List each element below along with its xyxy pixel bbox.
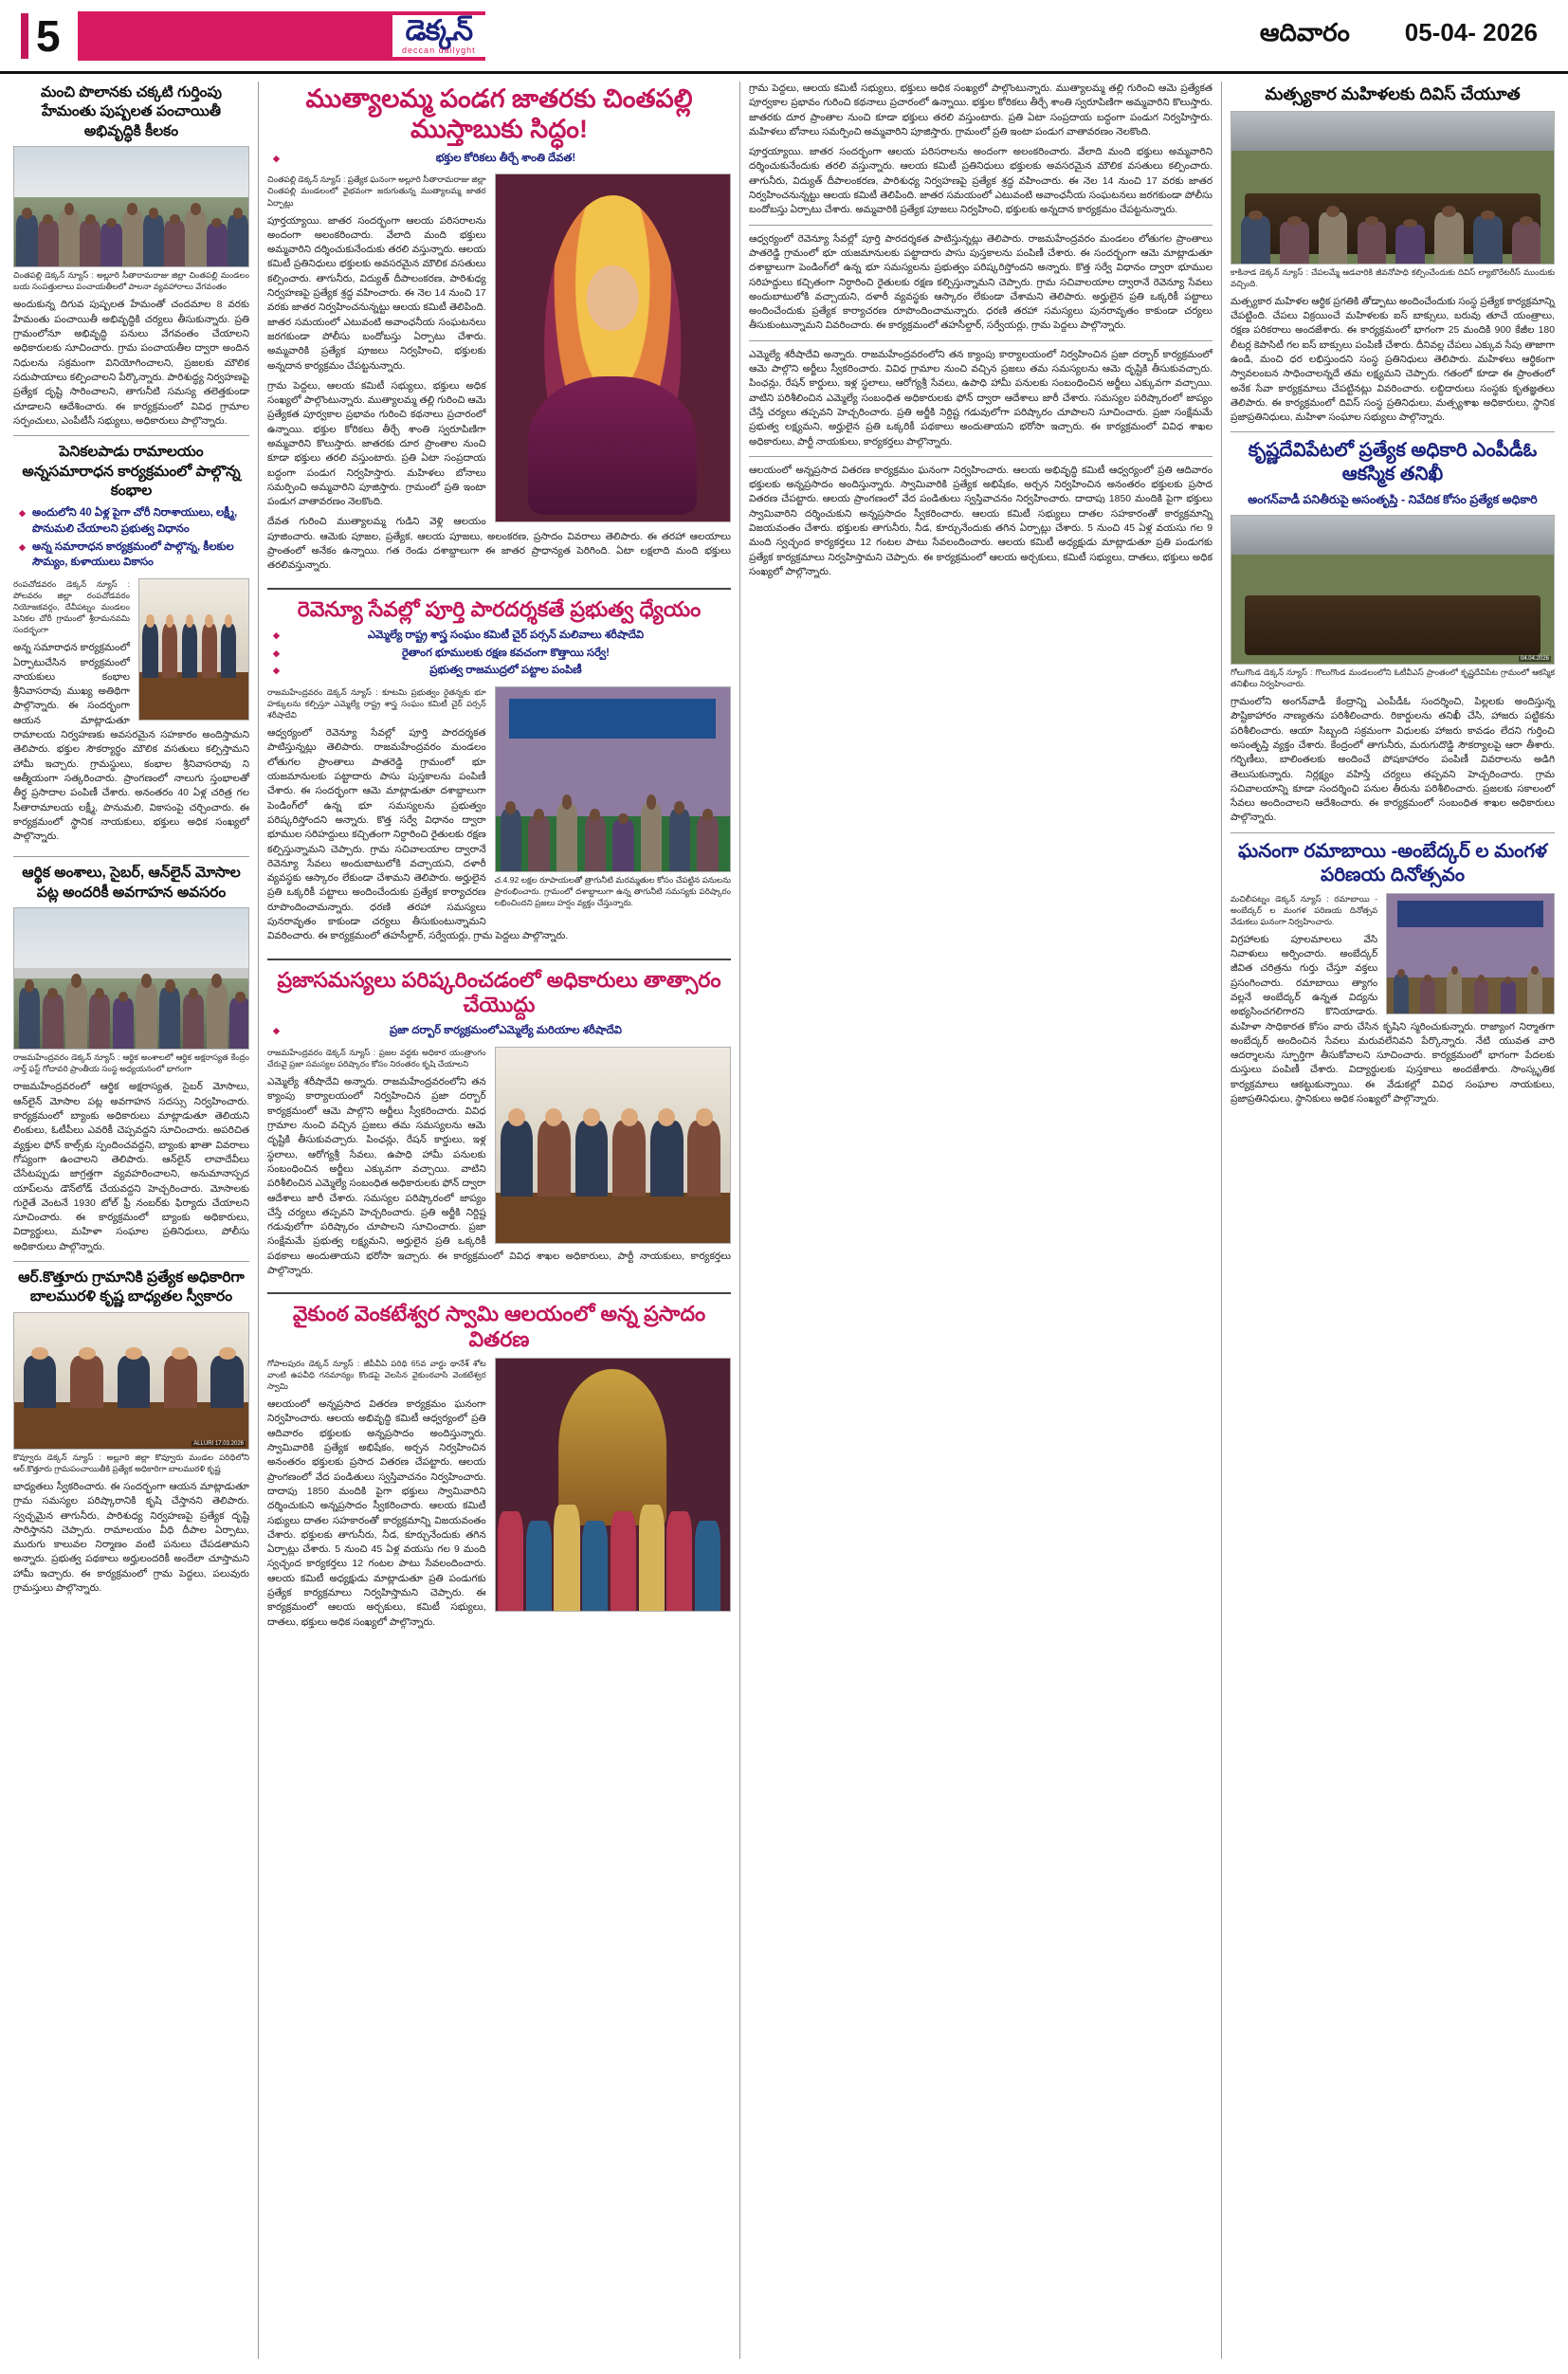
article-bullets [267,628,731,679]
article-photo [13,1312,249,1450]
article-body-continued-5: ఆలయంలో అన్నప్రసాద వితరణ కార్యక్రమం ఘనంగా నిర్వహించారు. ఆలయ అభివృద్ధి కమిటీ ఆధ్వర్యంలో ప్రతి ఆదివారం భక్తులకు అన్నప్రసాదం అందిస్తున్నారు. స్వామివారికి ప్రత్యేక అభిషేకం, అర్చన నిర్వహించిన అనంతరం భక్తులకు ప్రసాద వితరణ చేపట్టారు. ఆలయ ప్రాంగణంలో వేద పండితులు స్వస్తివాచనం నిర్వహించారు. దాదాపు 1850 మందికి పైగా భక్తులు స్వామివారిని దర్శించుకుని అన్నప్రసాదం స్వీకరించారు. ఆలయ కమిటీ సభ్యులు దాతల సహకారంతో కార్యక్రమాన్ని విజయవంతం చేశారు. భక్తులకు తాగునీరు, నీడ, కూర్చునేందుకు తగిన ఏర్పాట్లు చేశారు. 5 నుంచి 45 ఏళ్ల వయసు గల 9 మంది స్వచ్ఛంద కార్యకర్తలు 12 గంటల పాటు సేవలందించారు. ఆలయ కమిటీ అధ్యక్షుడు మాట్లాడుతూ ప్రతి పండుగకు ప్రత్యేక కార్యక్రమాలు నిర్వహిస్తామని చెప్పారు. ఈ కార్యక్రమంలో ఆలయ అర్చకులు, కమిటీ సభ్యులు, దాతలు, భక్తులు అధిక సంఖ్యలో పాల్గొన్నారు. [749,465,1212,577]
page-content [0,74,1568,2368]
photo-caption: రంపచోడవరం డెక్కన్ న్యూస్ : పోలవరం జిల్లా రంపచోడవరం నియోజకవర్గం, దేవీపట్నం మండలం పెనికల చోరీ గ్రామంలో శ్రీరామనవమి సందర్భంగా [13,579,130,635]
photo-crowd [14,192,248,266]
article-headline: మంచి పొలానకు చక్కటి గుర్తింపు హేమంతు పుష్పలత పంచాయితీ అభివృద్ధికి కీలకం [41,84,222,139]
page-number-bar [21,13,28,59]
photo-caption: కాకినాడ డెక్కన్ న్యూస్ : చేపలమ్మే ఆడవారికి జీవనోపాధి కల్పించేందుకు దివిస్ ల్యాబొరేటరీస్ ముందుకు వచ్చింది. [1231,266,1555,288]
article-body: గ్రామంలోని అంగన్‌వాడీ కేంద్రాన్ని ఎంపీడీఓ సందర్శించి, పిల్లలకు అందిస్తున్న పౌష్టికాహారం నాణ్యతను పరిశీలించారు. రికార్డులను తనిఖీ చేసి, హాజరు పట్టికను పరిశీలించారు. ఆయా సిబ్బంది సక్రమంగా విధులకు హాజరు కావడం లేదని గుర్తించి అసంతృప్తి వ్యక్తం చేశారు. కేంద్రంలో తాగునీరు, మరుగుదొడ్డి సౌకర్యాలపై ఆరా తీశారు. గర్భిణీలు, బాలింతలకు అందించే పోషకాహారం పంపిణీ వివరాలను అడిగి తెలుసుకున్నారు. నిర్లక్ష్యం వహిస్తే చర్యలు తప్పవని హెచ్చరించారు. గ్రామ సచివాలయాన్ని కూడా సందర్శించి పనుల తీరును పరిశీలించారు. ప్రజలకు సకాలంలో సేవలు అందించాలని ఆదేశించారు. ఈ కార్యక్రమంలో సంబంధిత శాఖల అధికారులు పాల్గొన్నారు. [1231,697,1555,824]
article-photo [138,578,249,721]
article-muthyalamma-jathara [267,83,731,579]
article-headline: రెవెన్యూ సేవల్లో పూర్తి పారదర్శకతే ప్రభుత్వ ధ్యేయం [297,596,702,621]
article-mpdo-inspection [1231,439,1555,825]
article-panchayat-development [13,83,249,429]
article-venkateswara-annaprasadam [267,1302,731,1635]
bullet-item: ◆ రైతాంగ భూములకు రక్షణ కవచంగా కొత్తాయి సర్వే! [273,646,725,662]
masthead [0,0,1568,74]
article-body: ఆలయంలో అన్నప్రసాద వితరణ కార్యక్రమం ఘనంగా నిర్వహించారు. ఆలయ అభివృద్ధి కమిటీ ఆధ్వర్యంలో ప్రతి ఆదివారం భక్తులకు అన్నప్రసాదం అందిస్తున్నారు. స్వామివారికి ప్రత్యేక అభిషేకం, అర్చన నిర్వహించిన అనంతరం భక్తులకు ప్రసాద వితరణ చేపట్టారు. ఆలయ ప్రాంగణంలో వేద పండితులు స్వస్తివాచనం నిర్వహించారు. దాదాపు 1850 మందికి పైగా భక్తులు స్వామివారిని దర్శించుకుని అన్నప్రసాదం స్వీకరించారు. ఆలయ కమిటీ సభ్యులు దాతల సహకారంతో కార్యక్రమాన్ని విజయవంతం చేశారు. భక్తులకు తాగునీరు, నీడ, కూర్చునేందుకు తగిన ఏర్పాట్లు చేశారు. 5 నుంచి 45 ఏళ్ల వయసు గల 9 మంది స్వచ్ఛంద కార్యకర్తలు 12 గంటల పాటు సేవలందించారు. ఆలయ కమిటీ అధ్యక్షుడు మాట్లాడుతూ ప్రతి పండుగకు ప్రత్యేక కార్యక్రమాలు నిర్వహిస్తామని చెప్పారు. ఈ కార్యక్రమంలో ఆలయ అర్చకులు, కమిటీ సభ్యులు, దాతలు, భక్తులు అధిక సంఖ్యలో పాల్గొన్నారు. [267,1399,486,1628]
masthead-date-group [1260,18,1547,53]
photo-timestamp: 04.04.2026 [1520,655,1549,662]
article-body: అన్న సమారాధన కార్యక్రమంలో ఏర్పాటుచేసిన కార్యక్రమంలో నాయకులు కంభాల శ్రీనివాసరావు ముఖ్య అతిథిగా పాల్గొన్నారు. ఈ సందర్భంగా ఆయన మాట్లాడుతూ రామాలయ నిర్వహణకు అవసరమైన సహకారం అందిస్తామని తెలిపారు. భక్తుల సౌకర్యార్థం మౌలిక వసతులు కల్పిస్తామని హామీ ఇచ్చారు. గ్రామస్థులు, కంభాల శ్రీనివాసరావు ని ఆత్మీయంగా సత్కరించారు. ప్రాంగణంలో నాలుగు స్తంభాలతో తీర్థ ప్రసాదాల పంపిణీ చేశారు. అనంతరం 40 ఏళ్ల చరిత్ర గల సీతారామాలయ లక్ష్మీ, పొనుమలి, వికాసంపై చర్చించారు. ఈ కార్యక్రమంలో స్థానిక నాయకులు, భక్తులు అధిక సంఖ్యలో పాల్గొన్నారు. [13,643,249,843]
article-photo-wrap [495,1358,731,1612]
article-photo [1231,111,1555,265]
column-2 [258,82,739,2359]
article-photo [1231,515,1555,665]
page-number: 5 [36,10,61,61]
article-special-officer-kothuru [13,1269,249,1596]
article-photo [1386,893,1555,1014]
article-subhead: అంగన్‌వాడీ పనితీరుపై అసంతృప్తి - నివేదిక కోసం ప్రత్యేక అధికారి [1248,493,1538,507]
article-headline: మత్స్యకార మహిళలకు దివిస్ చేయూత [1265,84,1521,103]
article-revenue-transparency [267,597,731,950]
logo-title: డెక్కన్ [405,14,473,46]
bullet-item: ◆ అందులోని 40 ఏళ్ల పైగా చోరీ నిరాశాయులు, లక్ష్మీ, పొనుమలి చేయాలని ప్రభుత్వ విధానం [19,505,244,537]
article-headline: ఘనంగా రమాబాయి -అంబేద్కర్ ల మంగళ పరిణయ దినోత్సవం [1238,840,1547,886]
column-1 [13,82,258,2359]
photo-caption: గోలుగొండ డెక్కన్ న్యూస్ : గొలుగొండ మండలంలోని ఓటీవీఎస్ ప్రాంతంలో కృష్ణదేవిపేట గ్రామంలో ఆకస్మిక తనిఖీలు నిర్వహించారు. [1231,667,1555,689]
article-body: ఆధ్వర్యంలో రెవెన్యూ సేవల్లో పూర్తి పారదర్శకత పాటిస్తున్నట్లు తెలిపారు. రాజమహేంద్రవరం మండలం లోతుగల ప్రాంతాలు పాతరెడ్డి గ్రామంలో భూ యజమానులకు పట్టాదారు పాసు పుస్తకాలను పంపిణీ చేశారు. ఈ సందర్భంగా ఆమె మాట్లాడుతూ దశాబ్దాలుగా పెండింగ్‌లో ఉన్న భూ సమస్యలను ప్రభుత్వం పరిష్కరిస్తోందని అన్నారు. కొత్త సర్వే విధానం ద్వారా భూముల సరిహద్దులు కచ్చితంగా నిర్ధారించి రైతులకు రక్షణ కల్పిస్తున్నామని చెప్పారు. గ్రామ సచివాలయాల ద్వారానే రెవెన్యూ సేవలు అందుబాటులోకి వచ్చాయని, దళారీ వ్యవస్థకు ఆస్కారం లేకుండా చేశామని తెలిపారు. అర్హులైన ప్రతి ఒక్కరికీ పట్టాలు అందించేందుకు ప్రత్యేక కార్యాచరణ రూపొందించామన్నారు. ధరణి తరహా సమస్యలు పునరావృతం కాకుండా చర్యలు తీసుకుంటున్నామని వివరించారు. ఈ కార్యక్రమంలో తహసీల్దార్, సర్వేయర్లు, గ్రామ పెద్దలు పాల్గొన్నారు. [267,728,569,942]
article-photo [13,146,249,267]
article-body-continued-2: పూర్తయ్యాయి. జాతర సందర్భంగా ఆలయ పరిసరాలను అందంగా అలంకరించారు. వేలాది మంది భక్తులు అమ్మవారిని దర్శించుకునేందుకు తరలి వస్తున్నారు. ఆలయ కమిటీ ప్రతినిధులు భక్తులకు అవసరమైన మౌలిక వసతులు కల్పించారు. తాగునీరు, విద్యుత్ దీపాలంకరణ, పారిశుధ్య నిర్వహణపై ప్రత్యేక శ్రద్ధ వహించారు. ఈ నెల 14 నుంచి 17 వరకు జాతర నిర్వహించనున్నట్టు ఆలయ కమిటీ తెలిపింది. జాతర సమయంలో ఎటువంటి అవాంఛనీయ సంఘటనలు జరగకుండా పోలీసు బందోబస్తు ఏర్పాటు చేశారు. అమ్మవారికి ప్రత్యేక పూజలు నిర్వహించి, భక్తులకు అన్నదాన కార్యక్రమం చేపట్టనున్నారు. [749,147,1212,216]
article-body: మత్స్యకార మహిళల ఆర్థిక ప్రగతికి తోడ్పాటు అందించేందుకు సంస్థ ప్రత్యేక కార్యక్రమాన్ని చేపట్టింది. చేపలు విక్రయించే మహిళలకు ఐస్ బాక్సులు, బరువు తూచే యంత్రాలు, రక్షణ పరికరాలు అందజేశారు. ఈ కార్యక్రమంలో భాగంగా 25 మందికి 900 కేజీల 180 లీటర్ల కెపాసిటీ గల ఐస్ బాక్సులు పంపిణీ చేశారు. దీనివల్ల చేపలు ఎక్కువ సేపు తాజాగా ఉండి, మంచి ధర లభిస్తుందని సంస్థ ప్రతినిధులు తెలిపారు. మహిళలు ఆర్థికంగా స్వావలంబన సాధించాలన్నదే తమ లక్ష్యమని చెప్పారు. గతంలో కూడా ఈ ప్రాంతంలో అనేక సేవా కార్యక్రమాలు చేపట్టినట్లు వివరించారు. లబ్ధిదారులు సంస్థకు కృతజ్ఞతలు తెలిపారు. ఈ కార్యక్రమంలో దివిస్ సంస్థ ప్రతినిధులు, మత్స్యశాఖ అధికారులు, స్థానిక ప్రజాప్రతినిధులు, మహిళా సంఘాల సభ్యులు పాల్గొన్నారు. [1231,296,1555,424]
article-praja-darbar [267,968,731,1285]
article-lead: రాజమహేంద్రవరం డెక్కన్ న్యూస్ : కూటమి ప్రభుత్వం రైతన్నకు భూ హక్కులను కల్పిస్తూ ఎమ్మెల్యే రాష్ట్ర శాస్త్ర సంఘం కమిటీ చైర్ పర్సన్ శరీషాదేవి [267,687,486,721]
article-body: బాధ్యతలు స్వీకరించారు. ఈ సందర్భంగా ఆయన మాట్లాడుతూ గ్రామ సమస్యల పరిష్కారానికి కృషి చేస్తానని తెలిపారు. స్వచ్ఛమైన తాగునీరు, పారిశుధ్య నిర్వహణపై ప్రత్యేక దృష్టి సారిస్తానని చెప్పారు. రామాలయం వీధి దీపాల ఏర్పాటు, మురుగు కాలువల నిర్మాణం వంటి పనులు చేపడతామని అన్నారు. ప్రభుత్వ పథకాలు అర్హులందరికీ అందేలా చూస్తామని హామీ ఇచ్చారు. ఈ కార్యక్రమంలో గ్రామ పెద్దలు, పలువురు గ్రామస్తులు పాల్గొన్నారు. [13,1481,249,1595]
article-body: అందుకున్న దిగువ పుష్పలత హేమంతో చందమాల 8 వరకు హేమంతు పంచాయితీ అభివృద్ధికి చర్యలు తీసుకున్నారు. ప్రతి గ్రామంలోనూ అభివృద్ధి పనులు వేగవంతం చేయాలని అధికారులకు సూచించారు. గ్రామ పంచాయతీల ద్వారా అందిన నిధులను సక్రమంగా వినియోగించాలని, ప్రజలకు మౌలిక సదుపాయాలు కల్పించాలని పేర్కొన్నారు. పారిశుద్ధ్య నిర్వహణపై ప్రత్యేక దృష్టి సారించాలని, తాగునీటి సమస్య తలెత్తకుండా చూడాలని ఆదేశించారు. ఈ కార్యక్రమంలో వివిధ గ్రామాల సర్పంచులు, ఎంపీటీసీ సభ్యులు, అధికారులు పాల్గొన్నారు. [13,300,249,427]
photo-caption: చింతపల్లి డెక్కన్ న్యూస్ : అల్లూరి సీతారామరాజు జిల్లా చింతపల్లి మండలం బయ సంపత్తులాలు పంచాయతీలలో పాలనా వ్యవహారాలు వేగవంతం [13,270,249,292]
article-body: ఎమ్మెల్యే శరీషాదేవి అన్నారు. రాజమహేంద్రవరంలోని తన క్యాంపు కార్యాలయంలో నిర్వహించిన ప్రజా దర్బార్ కార్యక్రమంలో ఆమె పాల్గొని అర్జీలు స్వీకరించారు. వివిధ గ్రామాల నుంచి వచ్చిన ప్రజలు తమ సమస్యలను ఆమె దృష్టికి తీసుకువచ్చారు. పింఛన్లు, రేషన్ కార్డులు, ఇళ్ల స్థలాలు, ఆరోగ్యశ్రీ సేవలు, ఉపాధి హామీ పనులకు సంబంధించిన అర్జీలు ఎక్కువగా వచ్చాయి. వాటిని పరిశీలించిన ఎమ్మెల్యే సంబంధిత అధికారులకు ఫోన్ ద్వారా ఆదేశాలు జారీ చేశారు. సమస్యల పరిష్కారంలో జాప్యం చేస్తే చర్యలు తప్పవని హెచ్చరించారు. ప్రతి అర్జీకి నిర్దిష్ట గడువులోగా పరిష్కారం చూపాలని సూచించారు. ప్రజా సంక్షేమమే ప్రభుత్వ లక్ష్యమని, అర్హులైన ప్రతి ఒక్కరికీ పథకాలు అందుతాయని భరోసా ఇచ్చారు. ఈ కార్యక్రమంలో వివిధ శాఖల అధికారులు, పార్టీ నాయకులు, కార్యకర్తలు పాల్గొన్నారు. [267,1077,731,1276]
article-body: విగ్రహాలకు పూలమాలలు వేసి నివాళులు అర్పించారు. అంబేద్కర్ జీవిత చరిత్రను గుర్తు చేస్తూ వక్తలు ప్రసంగించారు. రమాబాయి త్యాగం వల్లనే అంబేద్కర్ ఉన్నత విద్యను అభ్యసించగలిగారని కొనియాడారు. మహిళా సాధికారత కోసం వారు చేసిన కృషిని స్మరించుకున్నారు. రాజ్యాంగ నిర్మాతగా అంబేద్కర్ అందించిన సేవలు మరువలేనివని పేర్కొన్నారు. నేటి యువత వారి ఆదర్శాలను స్ఫూర్తిగా తీసుకోవాలని సూచించారు. కార్యక్రమంలో భాగంగా పేదలకు దుస్తులు పంపిణీ చేశారు. విద్యార్థులకు పుస్తకాలు అందజేశారు. సాంస్కృతిక కార్యక్రమాలు ఆకట్టుకున్నాయి. ఈ వేడుకల్లో వివిధ సంఘాల నాయకులు, ప్రజాప్రతినిధులు, స్థానికులు అధిక సంఖ్యలో పాల్గొన్నారు. [1231,934,1555,1105]
article-lead: రాజమహేంద్రవరం డెక్కన్ న్యూస్ : ప్రజల వద్దకు అధికార యంత్రాంగం చేరువై ప్రజా సమస్యల పరిష్కారం కోసం నిరంతరం కృషి చేయాలని [267,1048,486,1069]
article-photo-wrap [495,686,731,914]
masthead-pink-strip [78,11,485,61]
publication-date: 05-04- 2026 [1404,18,1538,46]
bullet-item: ◆ ప్రజా దర్బార్ కార్యక్రమంలోఎమ్మెల్యే మరియాల శరీషాదేవి [273,1023,725,1039]
article-photo [495,1047,731,1244]
bullet-item: ◆ అన్న సమారాధన కార్యక్రమంలో పాల్గొన్న, కీలకుల సౌమ్యం, కుళాయులు వికాసం [19,539,244,571]
article-ramabai-ambedkar-anniversary [1231,840,1555,1113]
article-cyber-fraud-awareness [13,864,249,1254]
article-body: పూర్తయ్యాయి. జాతర సందర్భంగా ఆలయ పరిసరాలను అందంగా అలంకరించారు. వేలాది మంది భక్తులు అమ్మవారిని దర్శించుకునేందుకు తరలి వస్తున్నారు. ఆలయ కమిటీ ప్రతినిధులు భక్తులకు అవసరమైన మౌలిక వసతులు కల్పించారు. తాగునీరు, విద్యుత్ దీపాలంకరణ, పారిశుధ్య నిర్వహణపై ప్రత్యేక శ్రద్ధ వహించారు. ఈ నెల 14 నుంచి 17 వరకు జాతర నిర్వహించనున్నట్టు ఆలయ కమిటీ తెలిపింది. జాతర సమయంలో ఎటువంటి అవాంఛనీయ సంఘటనలు జరగకుండా పోలీసు బందోబస్తు ఏర్పాటు చేశారు. అమ్మవారికి ప్రత్యేక పూజలు నిర్వహించి, భక్తులకు అన్నదాన కార్యక్రమం చేపట్టనున్నారు. [267,215,486,372]
photo-lead: చింతపల్లి డెక్కన్ న్యూస్ : ప్రత్యేక ఘనంగా అల్లూరి సీతారామరాజు జిల్లా చింతపల్లి మండలంలో వైభవంగా జరుగుతున్న ముత్యాలమ్మ జాతర ఏర్పాట్లు [267,174,486,208]
article-photo [495,173,731,522]
article-body-2: గ్రామ పెద్దలు, ఆలయ కమిటీ సభ్యులు, భక్తులు అధిక సంఖ్యలో పాల్గొంటున్నారు. ముత్యాలమ్మ తల్లి గురించి ఆమె ప్రత్యేకత పూర్వకాల ప్రభావం గురించి కథనాలు ప్రచారంలో ఉన్నాయి. భక్తుల కోరికలు తీర్చే శాంతి స్వరూపిణిగా అమ్మవారిని కొలుస్తారు. జాతరకు దూర ప్రాంతాల నుంచి కూడా భక్తులు తరలి వస్తుంటారు. ప్రతి ఏటా సంప్రదాయ బద్ధంగా పండుగ నిర్వహిస్తారు. మహిళలు బోనాలు సమర్పించి అమ్మవారిని పూజిస్తారు. గ్రామంలో ప్రతి ఇంటా పండుగ వాతావరణం నెలకొంది. [267,380,486,508]
article-bullets [267,1023,731,1039]
article-headline: ప్రజాసమస్యలు పరిష్కరించడంలో అధికారులు తాత్సారం చేయొద్దు [277,967,721,1017]
bullet-item: ◆ భక్తుల కోరికలు తీర్చే శాంతి దేవత! [273,151,725,167]
bullet-item: ◆ ప్రభుత్వ రాజముద్రలో పట్టాల పంపిణీ [273,663,725,679]
article-lead: గోపాలపురం డెక్కన్ న్యూస్ : జీపీవీఏ పరిధి 65వ వార్డు థానేశ్ శోట వాంటి ఉపవీధి గనమాన్యం కొండపై వెలసిన వైకుంఠవాసి వెంకటేశ్వర స్వామి [267,1359,486,1392]
photo-caption: చ.4.92 లక్షల రూపాయలతో త్రాగునీటి మరమ్మతుల కోసం చేపట్టిన పనులను ప్రారంభించారు. గ్రామంలో దశాబ్దాలుగా ఉన్న తాగునీటి సమస్యకు పరిష్కారం లభించిందని ప్రజలు హర్షం వ్యక్తం చేస్తున్నారు. [494,875,731,908]
article-photo-caption: దేవత గురించి ముత్యాలమ్మ గుడిని వెళ్లి ఆలయం పూజించారు. ఆమెకు పూజల, ప్రత్యేక, ఆలయ పూజలు, అలంకరణ, ప్రసాదం వివరాలు తెలిపారు. ఈ తరహా ఆలయాలు ప్రాంతంలో అనేకం ఉన్నాయి. గత రెండు దశాబ్దాలుగా ఈ జాతర ప్రాధాన్యత పెరిగింది. ఏటా లక్షలాది మంది భక్తులు తరలివస్తున్నారు. [267,517,731,572]
article-photo [495,1358,731,1612]
article-body-continued-4: ఎమ్మెల్యే శరీషాదేవి అన్నారు. రాజమహేంద్రవరంలోని తన క్యాంపు కార్యాలయంలో నిర్వహించిన ప్రజా దర్బార్ కార్యక్రమంలో ఆమె పాల్గొని అర్జీలు స్వీకరించారు. వివిధ గ్రామాల నుంచి వచ్చిన ప్రజలు తమ సమస్యలను ఆమె దృష్టికి తీసుకువచ్చారు. పింఛన్లు, రేషన్ కార్డులు, ఇళ్ల స్థలాలు, ఆరోగ్యశ్రీ సేవలు, ఉపాధి హామీ పనులకు సంబంధించిన అర్జీలు ఎక్కువగా వచ్చాయి. వాటిని పరిశీలించిన ఎమ్మెల్యే సంబంధిత అధికారులకు ఫోన్ ద్వారా ఆదేశాలు జారీ చేశారు. సమస్యల పరిష్కారంలో జాప్యం చేస్తే చర్యలు తప్పవని హెచ్చరించారు. ప్రతి అర్జీకి నిర్దిష్ట గడువులోగా పరిష్కారం చూపాలని సూచించారు. ప్రజా సంక్షేమమే ప్రభుత్వ లక్ష్యమని, అర్హులైన ప్రతి ఒక్కరికీ పథకాలు అందుతాయని భరోసా ఇచ్చారు. ఈ కార్యక్రమంలో వివిధ శాఖల అధికారులు, పార్టీ నాయకులు, కార్యకర్తలు పాల్గొన్నారు. [749,349,1212,447]
article-body: రాజమహేంద్రవరంలో ఆర్థిక అక్షరాస్యత, సైబర్ మోసాలు, ఆన్‌లైన్ మోసాల పట్ల అవగాహన సదస్సు నిర్వహించారు. కార్యక్రమంలో బ్యాంకు అధికారులు మాట్లాడుతూ తెలియని లింకులు, ఓటీపీలు ఎవరికీ చెప్పవద్దని సూచించారు. అపరిచిత వ్యక్తుల ఫోన్ కాల్స్‌కు స్పందించవద్దని, బ్యాంకు ఖాతా వివరాలు గోప్యంగా ఉంచాలని తెలిపారు. ఆన్‌లైన్ లావాదేవీలు చేసేటప్పుడు జాగ్రత్తగా వ్యవహరించాలని, అనుమానాస్పద యాప్‌లను డౌన్‌లోడ్ చేయవద్దని హెచ్చరించారు. మోసాలకు గురైతే వెంటనే 1930 టోల్ ఫ్రీ నంబర్‌కు ఫిర్యాదు చేయాలని సూచించారు. ఈ కార్యక్రమంలో బ్యాంకు అధికారులు, విద్యార్థులు, మహిళా సంఘాల ప్రతినిధులు, పోలీసు అధికారులు పాల్గొన్నారు. [13,1082,249,1252]
photo-caption: రాజమహేంద్రవరం డెక్కన్ న్యూస్ : ఆర్థిక అంశాలలో ఆర్థిక అక్షరాస్యత కేంద్రం నార్త్ ఫస్ట్ గోదావరి ప్రాంతీయ సంస్థ అధ్యయనంలో భాగంగా [13,1052,249,1074]
article-body-continued-1: గ్రామ పెద్దలు, ఆలయ కమిటీ సభ్యులు, భక్తులు అధిక సంఖ్యలో పాల్గొంటున్నారు. ముత్యాలమ్మ తల్లి గురించి ఆమె ప్రత్యేకత పూర్వకాల ప్రభావం గురించి కథనాలు ప్రచారంలో ఉన్నాయి. భక్తుల కోరికలు తీర్చే శాంతి స్వరూపిణిగా అమ్మవారిని కొలుస్తారు. జాతరకు దూర ప్రాంతాల నుంచి కూడా భక్తులు తరలి వస్తుంటారు. ప్రతి ఏటా సంప్రదాయ బద్ధంగా పండుగ నిర్వహిస్తారు. మహిళలు బోనాలు సమర్పించి అమ్మవారిని పూజిస్తారు. గ్రామంలో ప్రతి ఇంటా పండుగ వాతావరణం నెలకొంది. [749,83,1212,137]
article-headline: వైకుంఠ వెంకటేశ్వర స్వామి ఆలయంలో అన్న ప్రసాదం వితరణ [292,1302,706,1351]
column-4 [1221,82,1555,2359]
article-photo-wrap [495,1047,731,1244]
article-headline: ఆర్.కొత్తూరు గ్రామానికి ప్రత్యేక అధికారిగా బాలమురళి కృష్ణ బాధ్యతల స్వీకారం [18,1269,245,1306]
bullet-item: ◆ ఎమ్మెల్యే రాష్ట్ర శాస్త్ర సంఘం కమిటీ చైర్ పర్సన్ మలివాలు శరీషాదేవి [273,628,725,644]
page-number-group [21,10,61,61]
article-bullets [13,505,249,571]
article-ramalayam-annasamaradhana [13,443,249,849]
article-headline: కృష్ణదేవిపేటలో ప్రత్యేక అధికారి ఎంపీడీఓ ఆకస్మిక తనిఖీ [1248,440,1538,485]
article-photo [495,686,731,872]
publication-logo [392,15,485,57]
article-divis-fisherwomen [1231,83,1555,425]
publication-day: ఆదివారం [1259,18,1350,46]
article-headline: ముత్యాలమ్మ పండగ జాతరకు చింతపల్లి ముస్తాబుకు సిద్ధం! [305,84,693,144]
logo-subtitle: deccan dailyght [402,45,476,55]
photo-timestamp: ALLURI 17.03.2026 [193,1440,244,1447]
article-photo-wrap [1386,893,1555,1014]
article-bullets [267,151,731,167]
article-photo [13,907,249,1050]
article-headline: ఆర్థిక అంశాలు, సైబర్, ఆన్‌లైన్ మోసాల పట్ల అందరికీ అవగాహన అవసరం [22,865,241,901]
photo-caption: కొవ్వూరు డెక్కన్ న్యూస్ : అల్లూరి జిల్లా కొవ్వూరు మండల పరిధిలోని ఆర్.కొత్తూరు గ్రామపంచాయితీకి ప్రత్యేక అధికారిగా బాలమురళి కృష్ణ [13,1452,249,1473]
article-photo-wrap [138,578,249,721]
article-photo-wrap [495,173,731,522]
article-body-continued-3: ఆధ్వర్యంలో రెవెన్యూ సేవల్లో పూర్తి పారదర్శకత పాటిస్తున్నట్లు తెలిపారు. రాజమహేంద్రవరం మండలం లోతుగల ప్రాంతాలు పాతరెడ్డి గ్రామంలో భూ యజమానులకు పట్టాదారు పాసు పుస్తకాలను పంపిణీ చేశారు. ఈ సందర్భంగా ఆమె మాట్లాడుతూ దశాబ్దాలుగా పెండింగ్‌లో ఉన్న భూ సమస్యలను ప్రభుత్వం పరిష్కరిస్తోందని అన్నారు. కొత్త సర్వే విధానం ద్వారా భూముల సరిహద్దులు కచ్చితంగా నిర్ధారించి రైతులకు రక్షణ కల్పిస్తున్నామని చెప్పారు. గ్రామ సచివాలయాల ద్వారానే రెవెన్యూ సేవలు అందుబాటులోకి వచ్చాయని, దళారీ వ్యవస్థకు ఆస్కారం లేకుండా చేశామని తెలిపారు. అర్హులైన ప్రతి ఒక్కరికీ పట్టాలు అందించేందుకు ప్రత్యేక కార్యాచరణ రూపొందించామన్నారు. ధరణి తరహా సమస్యలు పునరావృతం కాకుండా చర్యలు తీసుకుంటున్నామని వివరించారు. ఈ కార్యక్రమంలో తహసీల్దార్, సర్వేయర్లు, గ్రామ పెద్దలు పాల్గొన్నారు. [749,233,1212,332]
column-3 [739,82,1221,2359]
article-headline: పెనికలపాడు రామాలయం అన్నసమారాధన కార్యక్రమంలో పాల్గొన్న కంభాల [22,444,241,499]
photo-caption: మచిలీపట్నం డెక్కన్ న్యూస్ : రమాబాయి - అంబేద్కర్ ల మంగళ పరిణయ దినోత్సవ వేడుకలు ఘనంగా నిర్వహించారు. [1231,893,1378,926]
